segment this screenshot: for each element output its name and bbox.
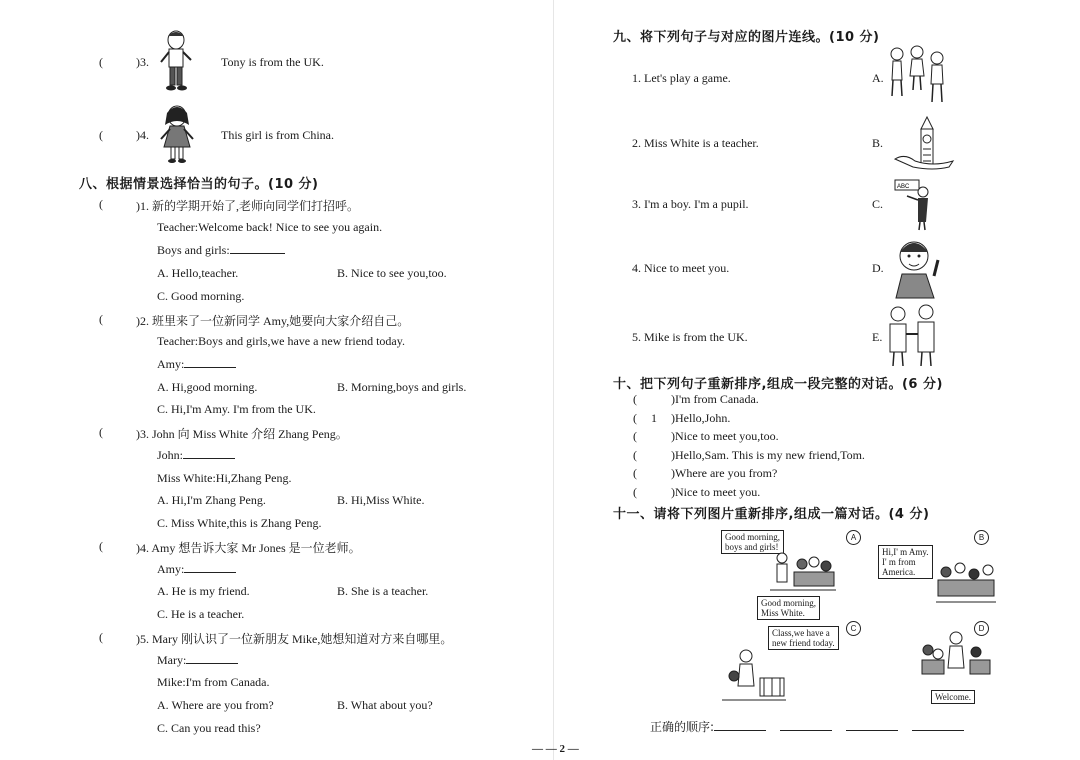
question-stem: )1. 新的学期开始了,老师向同学们打招呼。 bbox=[136, 199, 359, 213]
dialogue-line: John: bbox=[157, 448, 235, 463]
dialogue-line: Teacher:Boys and girls,we have a new friend today. bbox=[157, 334, 405, 348]
page-number: — — 2 — bbox=[532, 743, 579, 755]
dialogue-line: Amy: bbox=[157, 562, 236, 577]
option-b: B. Nice to see you,too. bbox=[337, 266, 447, 280]
dialogue-line: Teacher:Welcome back! Nice to see you again. bbox=[157, 220, 383, 234]
match-letter: E. bbox=[872, 330, 883, 344]
match-sentence: 2. Miss White is a teacher. bbox=[632, 136, 759, 150]
option-b: B. What about you? bbox=[337, 698, 433, 712]
question-stem: )4. Amy 想告诉大家 Mr Jones 是一位老师。 bbox=[136, 541, 361, 555]
option-a: A. Hi,I'm Zhang Peng. bbox=[157, 493, 266, 507]
dialogue-line: Mike:I'm from Canada. bbox=[157, 675, 270, 689]
classroom-scene-c bbox=[720, 648, 788, 704]
answer-blank-3[interactable] bbox=[846, 718, 898, 731]
section-10-title: 十、把下列句子重新排序,组成一段完整的对话。(6 分) bbox=[613, 377, 943, 392]
answer-blank-4[interactable] bbox=[912, 718, 964, 731]
question-number: )3. bbox=[136, 55, 149, 69]
reorder-item: ( )Hello,Sam. This is my new friend,Tom. bbox=[633, 448, 865, 462]
answer-paren-open: ( bbox=[99, 128, 103, 142]
option-a: A. Where are you from? bbox=[157, 698, 274, 712]
answer-paren-open: ( bbox=[99, 425, 103, 439]
match-letter: C. bbox=[872, 197, 884, 211]
question-stem: )3. John 向 Miss White 介绍 Zhang Peng。 bbox=[136, 427, 348, 441]
big-ben-icon bbox=[893, 115, 955, 171]
match-sentence: 4. Nice to meet you. bbox=[632, 261, 730, 275]
dialogue-line: Mary: bbox=[157, 653, 238, 668]
circle-label-c: C bbox=[846, 621, 861, 636]
option-a: A. He is my friend. bbox=[157, 584, 250, 598]
reorder-item: ( )I'm from Canada. bbox=[633, 392, 759, 406]
circle-label-d: D bbox=[974, 621, 989, 636]
children-group-icon bbox=[887, 44, 951, 106]
dialogue-line: Boys and girls: bbox=[157, 243, 285, 258]
answer-paren-open: ( bbox=[99, 630, 103, 644]
page-gutter bbox=[553, 0, 554, 760]
circle-label-a: A bbox=[846, 530, 861, 545]
reorder-item: ( )Nice to meet you. bbox=[633, 485, 761, 499]
dialogue-line: Miss White:Hi,Zhang Peng. bbox=[157, 471, 292, 485]
reorder-item: ( )Nice to meet you,too. bbox=[633, 429, 779, 443]
option-c: C. He is a teacher. bbox=[157, 607, 245, 621]
classroom-scene-d bbox=[918, 628, 992, 688]
option-a: A. Hello,teacher. bbox=[157, 266, 239, 280]
answer-paren-open: ( bbox=[99, 539, 103, 553]
girl-figure-icon bbox=[158, 105, 196, 165]
option-c: C. Miss White,this is Zhang Peng. bbox=[157, 516, 322, 530]
match-sentence: 5. Mike is from the UK. bbox=[632, 330, 748, 344]
section-11-title: 十一、请将下列图片重新排序,组成一篇对话。(4 分) bbox=[613, 507, 930, 522]
question-stem: )2. 班里来了一位新同学 Amy,她要向大家介绍自己。 bbox=[136, 314, 410, 328]
answer-blank-1[interactable] bbox=[714, 718, 766, 731]
option-b: B. She is a teacher. bbox=[337, 584, 429, 598]
speech-bubble-a: Good morning, boys and girls! bbox=[721, 530, 784, 554]
waving-person-icon bbox=[888, 234, 940, 298]
blackboard-letters: ABC bbox=[897, 184, 910, 190]
answer-paren-open: ( bbox=[99, 197, 103, 211]
option-a: A. Hi,good morning. bbox=[157, 380, 258, 394]
boy-figure-icon bbox=[158, 30, 194, 92]
order-answer-row bbox=[650, 718, 964, 735]
classroom-scene-b bbox=[934, 562, 998, 608]
answer-blank-2[interactable] bbox=[780, 718, 832, 731]
teacher-blackboard-icon bbox=[893, 178, 937, 232]
match-letter: B. bbox=[872, 136, 884, 150]
answer-paren-open: ( bbox=[99, 312, 103, 326]
dialogue-line: Amy: bbox=[157, 357, 236, 372]
option-c: C. Good morning. bbox=[157, 289, 245, 303]
match-sentence: 1. Let's play a game. bbox=[632, 71, 731, 85]
section-8-title: 八、根据情景选择恰当的句子。(10 分) bbox=[79, 177, 319, 192]
section-9-title: 九、将下列句子与对应的图片连线。(10 分) bbox=[613, 30, 880, 45]
circle-label-b: B bbox=[974, 530, 989, 545]
question-number: )4. bbox=[136, 128, 149, 142]
match-letter: D. bbox=[872, 261, 884, 275]
classroom-scene-a bbox=[768, 550, 838, 596]
match-letter: A. bbox=[872, 71, 884, 85]
option-c: C. Hi,I'm Amy. I'm from the UK. bbox=[157, 402, 316, 416]
match-sentence: 3. I'm a boy. I'm a pupil. bbox=[632, 197, 749, 211]
two-men-greeting-icon bbox=[886, 302, 938, 368]
statement-text: This girl is from China. bbox=[221, 128, 334, 142]
order-label: 正确的顺序: bbox=[650, 720, 715, 734]
question-stem: )5. Mary 刚认识了一位新朋友 Mike,她想知道对方来自哪里。 bbox=[136, 632, 453, 646]
speech-bubble-b: Hi,I' m Amy. I' m from America. bbox=[878, 545, 933, 579]
speech-bubble-a-reply: Good morning, Miss White. bbox=[757, 596, 820, 620]
option-b: B. Morning,boys and girls. bbox=[337, 380, 467, 394]
speech-bubble-d: Welcome. bbox=[931, 690, 975, 704]
reorder-item: ( )Where are you from? bbox=[633, 466, 778, 480]
statement-text: Tony is from the UK. bbox=[221, 55, 324, 69]
option-c: C. Can you read this? bbox=[157, 721, 261, 735]
reorder-item: ( 1 )Hello,John. bbox=[633, 411, 731, 425]
speech-bubble-c: Class,we have a new friend today. bbox=[768, 626, 839, 650]
answer-paren-open: ( bbox=[99, 55, 103, 69]
option-b: B. Hi,Miss White. bbox=[337, 493, 425, 507]
